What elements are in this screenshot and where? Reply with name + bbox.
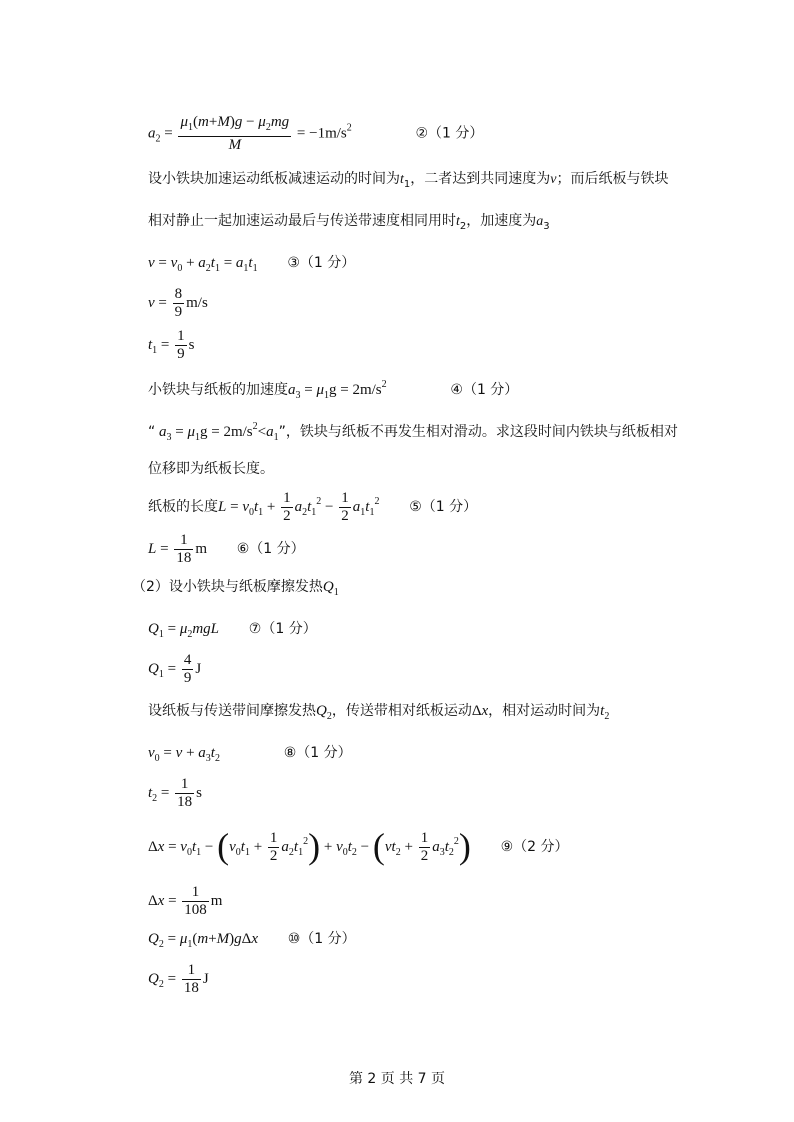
text-line-9: 位移即为纸板长度。 <box>148 461 274 477</box>
equation-v0: $v_0 = v + a_3t_2$ ⑧（1 分） <box>148 745 352 764</box>
equation-L-value: L = $\frac{1}{18}$ m ⑥（1 分） <box>148 532 305 566</box>
eq-tag-5: ⑤（1 分） <box>409 498 478 515</box>
equation-Q1-value: $Q_1$ = $\frac{4}{9}$ J <box>148 652 202 686</box>
equation-dx-value: Δx = $\frac{1}{108}$ m <box>148 884 223 918</box>
equation-v: $v = v_0 + a_2t_1 = a_1t_1$ ③（1 分） <box>148 255 356 274</box>
section-2-heading: （2）设小铁块与纸板摩擦发热$Q_1$ <box>132 579 339 598</box>
equation-t1-value: $t_1$ = $\frac{1}{9}$ s <box>148 328 195 362</box>
text-line-15: 设纸板与传送带间摩擦发热$Q_2$，传送带相对纸板运动Δx，相对运动时间为$t_2$ <box>148 703 610 722</box>
text-line-3: 相对静止一起加速运动最后与传送带速度相同用时$t_2$，加速度为$a_3$ <box>148 213 550 232</box>
page-footer: 第 2 页 共 7 页 <box>348 1071 446 1087</box>
eq-tag-3: ③（1 分） <box>287 255 356 271</box>
equation-v-value: v = $\frac{8}{9}$ m/s <box>148 286 208 320</box>
equation-a3: 小铁块与纸板的加速度$a_3 = \mu_1g = 2m/s^2$ ④（1 分） <box>148 379 519 401</box>
equation-dx: $\Delta x = v_0t_1 - (v_0t_1$ + $\frac{1}{2}$ $a_2t_1^2) + v_0t_2 - (vt_2$ + $\frac{1}{2}$ $a_3t_2^2$) ⑨（2 分） <box>148 825 569 866</box>
eq-tag-4: ④（1 分） <box>450 382 519 398</box>
equation-t2-value: $t_2$ = $\frac{1}{18}$ s <box>148 776 202 810</box>
eq-tag-8: ⑧（1 分） <box>283 745 352 761</box>
text-line-2: 设小铁块加速运动纸板减速运动的时间为$t_1$，二者达到共同速度为v；而后纸板与铁块 <box>148 171 669 190</box>
equation-a2: $a_2$ = $\frac{\mu_1(m+M)g - \mu_2mg}{M}$ = $-1m/s^2$ ②（1 分） <box>148 114 484 153</box>
eq-tag-9: ⑨（2 分） <box>500 838 569 855</box>
eq-tag-6: ⑥（1 分） <box>236 540 305 557</box>
eq-tag-7: ⑦（1 分） <box>248 621 317 637</box>
equation-L: 纸板的长度$L = v_0t_1$ + $\frac{1}{2}$ $a_2t_1^2$ − $\frac{1}{2}$ $a_1t_1^2$ ⑤（1 分） <box>148 490 478 524</box>
eq-tag-10: ⑩（1 分） <box>287 931 356 947</box>
equation-Q1: $Q_1 = \mu_2mgL$ ⑦（1 分） <box>148 621 317 640</box>
equation-Q2-value: $Q_2$ = $\frac{1}{18}$ J <box>148 962 209 996</box>
text-line-8: “ $a_3 = \mu_1g = 2m/s^2<a_1$”，铁块与纸板不再发生相对滑动。求这段时间内铁块与纸板相对 <box>148 421 678 443</box>
eq-tag-2: ②（1 分） <box>415 125 484 142</box>
equation-Q2: $Q_2 = \mu_1(m+M)g\Delta x$ ⑩（1 分） <box>148 931 356 950</box>
